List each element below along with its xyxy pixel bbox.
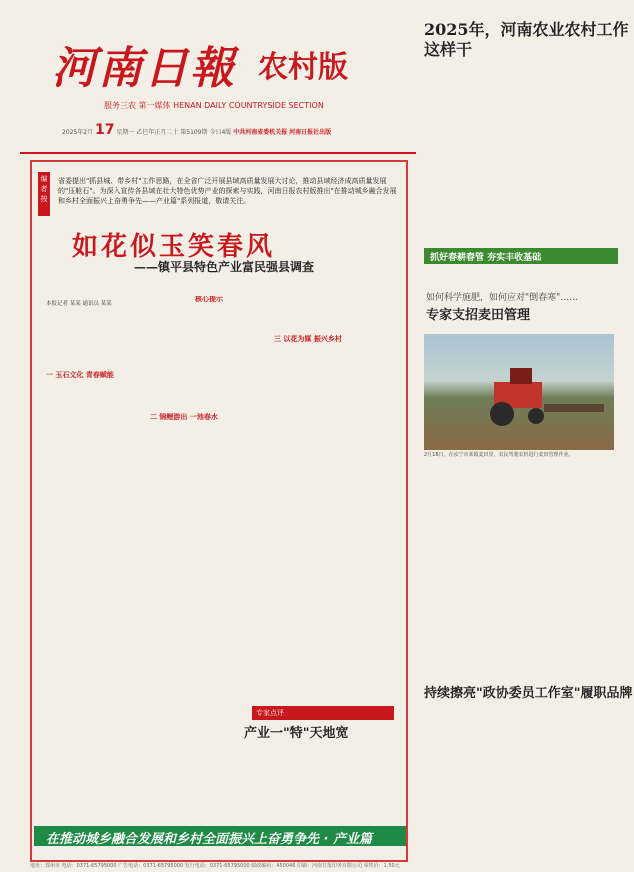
editor-note-tag: 编者按	[38, 172, 50, 216]
masthead-slogan: 服务三农 第一媒体 HENAN DAILY COUNTRYSIDE SECTION	[104, 101, 324, 110]
feature-byline: 本报记者 某某 通讯员 某某	[46, 301, 112, 307]
feature-headline: 如花似玉笑春风	[72, 232, 276, 262]
right-subhead-2: 如何科学施肥，如何应对"倒春寒"……	[426, 293, 579, 303]
publisher-2: 河南日报社出版	[289, 129, 332, 136]
date-weekday: 星期一 乙巳年正月二十	[116, 129, 179, 136]
issue-number: 第5109期	[180, 129, 208, 136]
photo-caption: 2月16日，在汝宁市某镇麦田里，农民驾驶农机进行麦田管理作业。	[424, 452, 574, 458]
page-count: 今日4版	[209, 129, 232, 136]
right-headline-1: 2025年，河南农业农村工作这样干	[424, 20, 629, 59]
body-column-3	[274, 296, 398, 506]
feature-subhead: ——镇平县特色产业富民强县调查	[134, 260, 315, 274]
tractor-photo	[424, 334, 614, 450]
date-year-month: 2025年2月	[62, 129, 94, 136]
right-headline-2: 专家支招麦田管理	[426, 308, 531, 323]
section-heading-3: 三 以花为媒 振兴乡村	[274, 335, 342, 343]
inset-title: 产业一"特"天地宽	[244, 726, 349, 741]
right-headline-3: 持续擦亮"政协委员工作室"履职品牌	[424, 686, 633, 701]
tractor-illustration	[424, 334, 614, 450]
body-column-2	[150, 296, 268, 506]
masthead-edition: 农村版	[258, 50, 348, 85]
footer: 地址：郑州市 电话：0371-65795000 广告电话：0371-65795000 发行电话：0371-65795000 邮政编码：450046 印刷：河南日报印务有限公司 零售价：1.50元	[30, 863, 400, 869]
divider	[20, 152, 416, 154]
series-banner-text: 在推动城乡融合发展和乡村全面振兴上奋勇争先 · 产业篇	[46, 832, 372, 847]
spring-farming-strip-text: 抓好春耕春管 夯实丰收基础	[430, 253, 542, 263]
publisher: 中共河南省委机关报	[233, 129, 288, 136]
masthead	[40, 14, 370, 94]
section-heading-2: 二 锦鲤游出 一池春水	[150, 412, 218, 421]
body-column-1	[46, 312, 144, 820]
core-note-title: 核心提示	[195, 296, 223, 303]
feature-intro: 省委提出"抓县城、带乡村"工作思路，在全省广泛开展县域高质量发展大讨论，推动县域经济成高质量发展的"压舱石"。为深入宣传各县域在壮大特色优势产业的探索与实践，河南日报农村版推出"在推动城乡融合发展和乡村全面振兴上奋勇争先——产业篇"系列报道，敬请关注。	[58, 177, 397, 205]
masthead-title: 河南日報	[52, 43, 236, 94]
date-day: 17	[95, 122, 115, 138]
inset-label: 专家点评	[252, 706, 394, 720]
section-heading-1: 一 玉石文化 青春赋能	[46, 371, 114, 379]
date-bar	[62, 122, 402, 150]
